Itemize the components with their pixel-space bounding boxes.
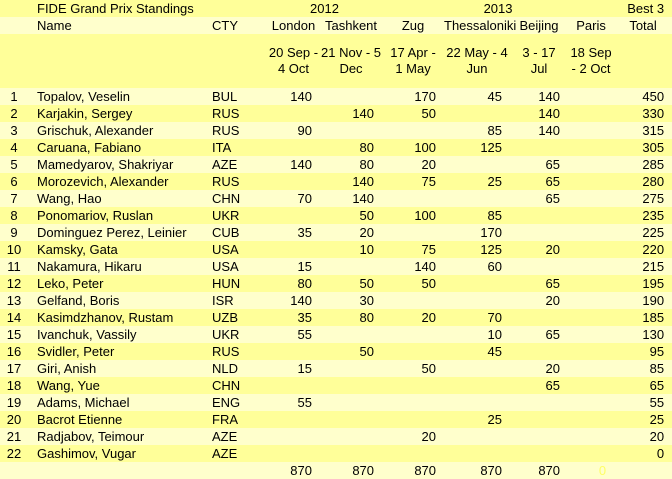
footer-sum-london: 870	[290, 463, 312, 478]
city-header-thessaloniki: Thessaloniki	[444, 18, 517, 33]
cty-column-header: CTY	[212, 18, 238, 33]
score-cell-paris	[568, 360, 614, 377]
cty-header-spacer	[205, 0, 267, 17]
best3-header: Best 3	[627, 1, 665, 16]
total-cell: 195	[642, 276, 665, 291]
score-cell-london: 15	[297, 259, 312, 274]
total-cell: 450	[642, 89, 665, 104]
player-row	[0, 139, 672, 156]
country-cell: CHN	[212, 378, 241, 393]
score-cell-tashkent: 10	[359, 242, 375, 257]
player-row	[0, 207, 672, 224]
score-cell-thessaloniki	[444, 360, 510, 377]
rank-cell: 22	[6, 446, 22, 461]
score-cell-zug: 20	[421, 310, 437, 325]
column-header-row	[0, 17, 672, 34]
footer-sum-paris-faint: 0	[598, 463, 607, 478]
player-row	[0, 156, 672, 173]
score-cell-zug	[382, 343, 444, 360]
name-cell: Dominguez Perez, Leinier	[37, 225, 187, 240]
dates-row	[0, 34, 672, 88]
player-row	[0, 428, 672, 445]
score-cell-beijing: 20	[545, 293, 561, 308]
player-row	[0, 275, 672, 292]
dates-zug	[382, 34, 444, 88]
rank-cell: 18	[6, 378, 22, 393]
score-cell-tashkent: 140	[352, 191, 375, 206]
rank-cell: 13	[6, 293, 22, 308]
player-row	[0, 360, 672, 377]
score-cell-zug: 170	[414, 89, 437, 104]
score-cell-zug	[382, 377, 444, 394]
rank-cell: 9	[10, 225, 18, 240]
score-cell-thessaloniki	[444, 428, 510, 445]
dates-beijing	[510, 34, 568, 88]
score-cell-london: 55	[297, 327, 312, 342]
score-cell-paris	[568, 173, 614, 190]
country-cell: UZB	[212, 310, 238, 325]
score-cell-zug: 100	[414, 208, 437, 223]
score-cell-thessaloniki	[444, 156, 510, 173]
player-row	[0, 377, 672, 394]
score-cell-thessaloniki: 45	[487, 344, 503, 359]
player-row	[0, 309, 672, 326]
rank-cell: 14	[6, 310, 22, 325]
score-cell-tashkent: 80	[359, 157, 375, 172]
player-row	[0, 445, 672, 462]
score-cell-zug	[382, 122, 444, 139]
score-cell-paris	[568, 309, 614, 326]
score-cell-thessaloniki: 125	[480, 242, 503, 257]
total-cell: 25	[649, 412, 665, 427]
name-column-header: Name	[37, 18, 72, 33]
rank-cell: 2	[10, 106, 18, 121]
score-cell-tashkent	[320, 377, 382, 394]
footer-sum-thessaloniki: 870	[480, 463, 503, 478]
score-cell-tashkent: 140	[352, 106, 375, 121]
score-cell-beijing	[510, 258, 568, 275]
score-cell-zug	[382, 445, 444, 462]
date-line: 21 Nov - 5	[321, 45, 381, 60]
date-line: 18 Sep	[570, 45, 612, 60]
name-cell: Gelfand, Boris	[37, 293, 120, 308]
date-line: 4 Oct	[277, 61, 310, 76]
total-cell: 185	[642, 310, 665, 325]
rank-header-spacer	[0, 0, 28, 17]
date-line: 20 Sep -	[268, 45, 319, 60]
score-cell-london: 90	[297, 123, 312, 138]
score-cell-zug	[382, 224, 444, 241]
year-2012-header: 2012	[310, 1, 339, 16]
rank-cell: 20	[6, 412, 22, 427]
date-line: 17 Apr -	[390, 45, 436, 60]
name-cell: Caruana, Fabiano	[37, 140, 142, 155]
name-cell: Topalov, Veselin	[37, 89, 130, 104]
rank-cell: 7	[10, 191, 18, 206]
country-cell: BUL	[212, 89, 238, 104]
score-cell-thessaloniki	[444, 275, 510, 292]
player-row	[0, 326, 672, 343]
score-cell-london	[267, 411, 320, 428]
score-cell-paris	[568, 105, 614, 122]
date-line: Dec	[339, 61, 363, 76]
player-row	[0, 292, 672, 309]
total-cell: 275	[642, 191, 665, 206]
score-cell-zug: 75	[421, 242, 437, 257]
rank-cell: 11	[7, 259, 21, 274]
score-cell-london	[267, 241, 320, 258]
footer-sum-total	[614, 462, 672, 479]
total-cell: 285	[642, 157, 665, 172]
score-cell-thessaloniki: 85	[487, 123, 503, 138]
score-cell-london: 55	[297, 395, 312, 410]
score-cell-paris	[568, 156, 614, 173]
rank-cell: 21	[6, 429, 22, 444]
name-cell: Radjabov, Teimour	[37, 429, 145, 444]
score-cell-beijing	[510, 343, 568, 360]
score-cell-london: 140	[290, 89, 312, 104]
score-cell-zug: 50	[421, 106, 437, 121]
score-cell-thessaloniki: 25	[487, 174, 503, 189]
rank-cell: 8	[10, 208, 18, 223]
name-cell: Adams, Michael	[37, 395, 130, 410]
total-cell: 330	[642, 106, 665, 121]
footer-sum-tashkent: 870	[352, 463, 375, 478]
rank-cell: 19	[6, 395, 22, 410]
score-cell-beijing: 65	[545, 327, 561, 342]
date-line: Jul	[530, 61, 548, 76]
total-cell: 95	[649, 344, 665, 359]
total-cell: 305	[642, 140, 665, 155]
score-cell-paris	[568, 394, 614, 411]
score-cell-thessaloniki: 25	[487, 412, 503, 427]
score-cell-paris	[568, 122, 614, 139]
country-cell: ISR	[212, 293, 234, 308]
score-cell-thessaloniki: 125	[480, 140, 503, 155]
total-cell: 315	[642, 123, 665, 138]
player-row	[0, 411, 672, 428]
score-cell-beijing	[510, 445, 568, 462]
score-cell-beijing: 20	[545, 242, 561, 257]
name-cell: Svidler, Peter	[37, 344, 115, 359]
score-cell-london	[267, 105, 320, 122]
country-cell: ENG	[212, 395, 241, 410]
score-cell-beijing: 65	[545, 276, 561, 291]
name-cell: Wang, Hao	[37, 191, 102, 206]
score-cell-tashkent: 80	[359, 140, 375, 155]
score-cell-zug: 20	[421, 429, 437, 444]
score-cell-paris	[568, 343, 614, 360]
footer-row	[0, 462, 672, 479]
score-cell-beijing	[510, 394, 568, 411]
score-cell-london: 35	[297, 225, 312, 240]
score-cell-tashkent	[320, 326, 382, 343]
total-cell: 0	[656, 446, 665, 461]
dates-london	[267, 34, 320, 88]
name-cell: Giri, Anish	[37, 361, 97, 376]
score-cell-beijing	[510, 139, 568, 156]
score-cell-paris	[568, 411, 614, 428]
score-cell-tashkent	[320, 394, 382, 411]
score-cell-london: 35	[297, 310, 312, 325]
score-cell-paris	[568, 88, 614, 105]
rank-cell: 10	[6, 242, 22, 257]
footer-sum-zug: 870	[414, 463, 437, 478]
score-cell-tashkent	[320, 445, 382, 462]
score-cell-zug: 140	[414, 259, 437, 274]
name-cell: Gashimov, Vugar	[37, 446, 136, 461]
score-cell-paris	[568, 258, 614, 275]
dates-total-spacer	[614, 34, 672, 88]
score-cell-beijing: 140	[538, 106, 561, 121]
player-row	[0, 105, 672, 122]
score-cell-zug: 50	[421, 276, 437, 291]
country-cell: HUN	[212, 276, 241, 291]
player-row	[0, 224, 672, 241]
score-cell-tashkent	[320, 122, 382, 139]
name-cell: Ivanchuk, Vassily	[37, 327, 137, 342]
country-cell: USA	[212, 259, 239, 274]
total-cell: 65	[649, 378, 665, 393]
score-cell-zug: 20	[421, 157, 437, 172]
score-cell-paris	[568, 241, 614, 258]
dates-thessaloniki	[444, 34, 510, 88]
name-cell: Leko, Peter	[37, 276, 104, 291]
score-cell-tashkent: 50	[359, 344, 375, 359]
rank-cell: 15	[6, 327, 22, 342]
name-cell: Kasimdzhanov, Rustam	[37, 310, 174, 325]
score-cell-tashkent: 30	[359, 293, 375, 308]
name-cell: Wang, Yue	[37, 378, 100, 393]
score-cell-london: 15	[297, 361, 312, 376]
total-cell: 55	[649, 395, 665, 410]
rank-cell: 17	[6, 361, 22, 376]
score-cell-thessaloniki: 85	[487, 208, 503, 223]
score-cell-tashkent	[320, 360, 382, 377]
name-cell: Grischuk, Alexander	[37, 123, 154, 138]
date-line: - 2 Oct	[571, 61, 611, 76]
score-cell-zug: 75	[421, 174, 437, 189]
score-cell-paris	[568, 428, 614, 445]
score-cell-paris	[568, 326, 614, 343]
score-cell-london	[267, 173, 320, 190]
score-cell-london	[267, 139, 320, 156]
score-cell-zug	[382, 190, 444, 207]
footer-spacer	[0, 462, 267, 479]
score-cell-paris	[568, 224, 614, 241]
city-header-zug: Zug	[401, 18, 425, 33]
country-cell: CHN	[212, 191, 241, 206]
country-cell: NLD	[212, 361, 239, 376]
total-cell: 20	[649, 429, 665, 444]
rank-cell: 6	[10, 174, 18, 189]
date-line: 3 - 17	[522, 45, 556, 60]
date-line: Jun	[466, 61, 488, 76]
total-cell: 280	[642, 174, 665, 189]
name-cell: Mamedyarov, Shakriyar	[37, 157, 174, 172]
score-cell-beijing: 140	[538, 89, 561, 104]
score-cell-tashkent: 50	[359, 208, 375, 223]
country-cell: USA	[212, 242, 239, 257]
dates-row-spacer	[0, 34, 267, 88]
rank-cell: 1	[10, 89, 18, 104]
name-cell: Bacrot Etienne	[37, 412, 123, 427]
score-cell-zug	[382, 292, 444, 309]
name-cell: Morozevich, Alexander	[37, 174, 169, 189]
date-line: 22 May - 4	[446, 45, 508, 60]
rank-column-header	[0, 17, 28, 34]
score-cell-tashkent	[320, 428, 382, 445]
score-cell-paris	[568, 190, 614, 207]
score-cell-tashkent: 80	[359, 310, 375, 325]
rank-cell: 12	[6, 276, 22, 291]
page-title: FIDE Grand Prix Standings	[37, 1, 194, 16]
rank-cell: 3	[10, 123, 18, 138]
score-cell-paris	[568, 207, 614, 224]
score-cell-thessaloniki	[444, 377, 510, 394]
player-row	[0, 173, 672, 190]
score-cell-tashkent: 50	[359, 276, 375, 291]
score-cell-london	[267, 207, 320, 224]
score-cell-london: 70	[297, 191, 312, 206]
score-cell-paris	[568, 377, 614, 394]
score-cell-beijing: 65	[545, 174, 561, 189]
city-header-london: London	[271, 18, 316, 33]
total-column-header: Total	[629, 18, 657, 33]
total-cell: 130	[642, 327, 665, 342]
score-cell-tashkent	[320, 411, 382, 428]
score-cell-thessaloniki	[444, 394, 510, 411]
country-cell: ITA	[212, 140, 232, 155]
score-cell-london: 140	[290, 157, 312, 172]
score-cell-tashkent: 140	[352, 174, 375, 189]
city-header-tashkent: Tashkent	[324, 18, 378, 33]
rank-cell: 4	[10, 140, 18, 155]
country-cell: RUS	[212, 106, 240, 121]
score-cell-zug	[382, 411, 444, 428]
total-cell: 215	[642, 259, 665, 274]
player-row	[0, 258, 672, 275]
score-cell-beijing: 65	[545, 157, 561, 172]
score-cell-zug: 50	[421, 361, 437, 376]
country-cell: CUB	[212, 225, 240, 240]
year-2013-header: 2013	[483, 1, 513, 16]
city-header-beijing: Beijing	[519, 18, 559, 33]
score-cell-paris	[568, 292, 614, 309]
score-cell-beijing: 65	[545, 191, 561, 206]
name-cell: Ponomariov, Ruslan	[37, 208, 154, 223]
country-cell: AZE	[212, 446, 238, 461]
country-cell: FRA	[212, 412, 238, 427]
score-cell-london	[267, 428, 320, 445]
country-cell: RUS	[212, 123, 240, 138]
title-row	[0, 0, 672, 17]
score-cell-paris	[568, 445, 614, 462]
score-cell-london: 140	[290, 293, 312, 308]
score-cell-zug	[382, 394, 444, 411]
total-cell: 225	[642, 225, 665, 240]
country-cell: RUS	[212, 344, 240, 359]
score-cell-london	[267, 343, 320, 360]
country-cell: RUS	[212, 174, 240, 189]
score-cell-beijing: 140	[538, 123, 561, 138]
total-cell: 85	[649, 361, 665, 376]
name-cell: Kamsky, Gata	[37, 242, 118, 257]
rank-cell: 16	[6, 344, 22, 359]
score-cell-zug: 100	[414, 140, 437, 155]
score-cell-london	[267, 377, 320, 394]
country-cell: UKR	[212, 208, 240, 223]
rank-cell: 5	[10, 157, 18, 172]
score-cell-beijing	[510, 224, 568, 241]
score-cell-tashkent	[320, 88, 382, 105]
score-cell-tashkent	[320, 258, 382, 275]
score-cell-beijing: 20	[545, 361, 561, 376]
dates-tashkent	[320, 34, 382, 88]
score-cell-zug	[382, 326, 444, 343]
score-cell-thessaloniki: 10	[487, 327, 503, 342]
score-cell-beijing	[510, 207, 568, 224]
total-cell: 190	[642, 293, 665, 308]
country-cell: AZE	[212, 429, 238, 444]
player-row	[0, 122, 672, 139]
score-cell-paris	[568, 275, 614, 292]
name-cell: Nakamura, Hikaru	[37, 259, 142, 274]
score-cell-thessaloniki	[444, 105, 510, 122]
score-cell-tashkent: 20	[359, 225, 375, 240]
score-cell-thessaloniki	[444, 190, 510, 207]
player-row	[0, 394, 672, 411]
score-cell-thessaloniki	[444, 445, 510, 462]
score-cell-paris	[568, 139, 614, 156]
score-cell-london: 80	[297, 276, 312, 291]
player-row	[0, 241, 672, 258]
score-cell-beijing	[510, 411, 568, 428]
total-cell: 220	[642, 242, 665, 257]
country-cell: UKR	[212, 327, 240, 342]
score-cell-thessaloniki: 70	[487, 310, 503, 325]
footer-sum-beijing: 870	[538, 463, 561, 478]
dates-paris	[568, 34, 614, 88]
score-cell-beijing: 65	[545, 378, 561, 393]
country-cell: AZE	[212, 157, 238, 172]
name-cell: Karjakin, Sergey	[37, 106, 133, 121]
city-header-paris: Paris	[576, 18, 606, 33]
score-cell-london	[267, 445, 320, 462]
player-row	[0, 343, 672, 360]
player-row	[0, 190, 672, 207]
player-row	[0, 88, 672, 105]
date-line: 1 May	[395, 61, 431, 76]
score-cell-thessaloniki: 45	[487, 89, 503, 104]
score-cell-beijing	[510, 428, 568, 445]
total-cell: 235	[642, 208, 665, 223]
score-cell-thessaloniki: 170	[480, 225, 503, 240]
score-cell-thessaloniki: 60	[487, 259, 503, 274]
score-cell-beijing	[510, 309, 568, 326]
score-cell-thessaloniki	[444, 292, 510, 309]
